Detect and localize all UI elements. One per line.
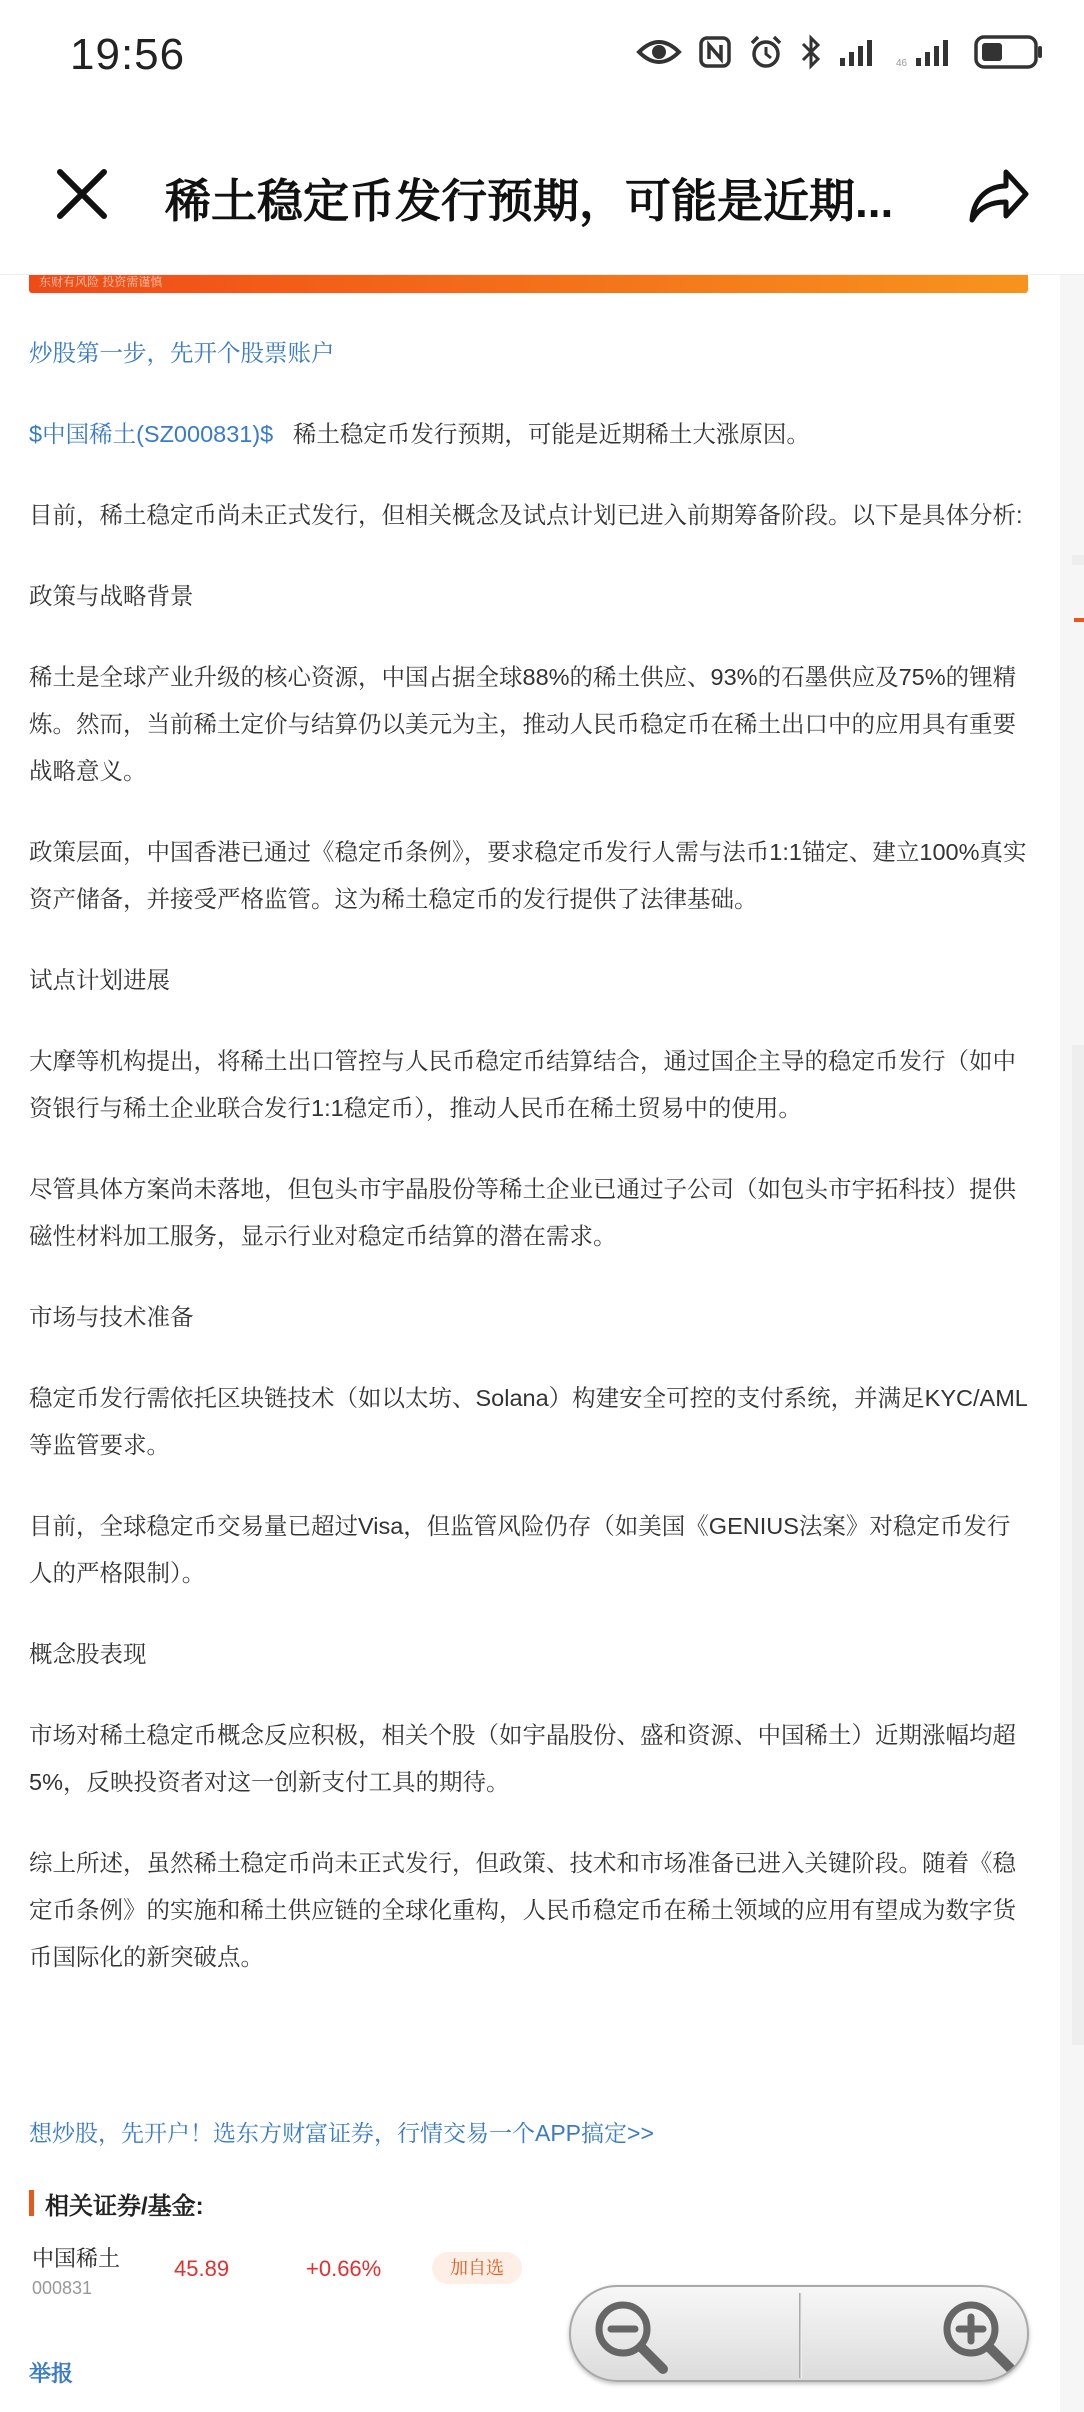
open-account-link[interactable]: 炒股第一步，先开个股票账户 [29,340,335,366]
alarm-icon [748,34,784,70]
article-body [29,330,1029,2015]
status-time: 19:56 [70,30,186,79]
article-paragraph: 目前，稀土稳定币尚未正式发行，但相关概念及试点计划已进入前期筹备阶段。以下是具体分析: [29,502,1023,528]
signal-icon [838,36,880,68]
article-paragraph: 政策层面，中国香港已通过《稳定币条例》，要求稳定币发行人需与法币1:1锚定、建立100%真实资产储备，并接受严格监管。这为稀土稳定币的发行提供了法律基础。 [29,839,1027,912]
stock-code: 000831 [32,2278,93,2298]
status-icons [636,34,1044,70]
close-button[interactable] [50,162,114,226]
article-lead: 稀土稳定币发行预期，可能是近期稀土大涨原因。 [292,421,810,447]
article-paragraph: 大摩等机构提出，将稀土出口管控与人民币稳定币结算结合，通过国企主导的稳定币发行（如中资银行与稀土企业联合发行1:1稳定币），推动人民币在稀土贸易中的使用。 [29,1048,1016,1121]
article-paragraph: 目前，全球稳定币交易量已超过Visa，但监管风险仍存（如美国《GENIUS法案》对稳定币发行人的严格限制）。 [29,1513,1011,1586]
side-marker [1074,618,1084,622]
page-title: 稀土稳定币发行预期，可能是近期... [165,175,894,227]
related-stock-row[interactable] [32,2242,592,2306]
battery-icon [974,34,1044,70]
eye-icon [636,37,682,67]
zoom-in-icon [939,2297,1019,2377]
article-paragraph: 稀土是全球产业升级的核心资源，中国占据全球88%的稀土供应、93%的石墨供应及75%的锂精炼。然而，当前稀土定价与结算仍以美元为主，推动人民币稳定币在稀土出口中的应用具有重要战略意义。 [29,664,1017,784]
related-securities-header [29,2188,204,2218]
nfc-icon [698,35,732,69]
article-header [0,110,1084,275]
close-icon [50,162,114,226]
section-heading: 试点计划进展 [29,967,170,993]
zoom-out-button[interactable] [571,2287,801,2382]
add-to-watchlist-button[interactable]: 加自选 [432,2252,522,2284]
article-paragraph: 市场对稀土稳定币概念反应积极，相关个股（如宇晶股份、盛和资源、中国稀土）近期涨幅均超5%，反映投资者对这一创新支付工具的期待。 [29,1722,1016,1795]
signal-2-icon [896,36,958,68]
stock-name: 中国稀土 [32,2246,121,2271]
stock-change: +0.66% [306,2256,382,2281]
section-heading: 概念股表现 [29,1641,147,1667]
ad-banner-text: 东财有风险 投资需谨慎 [39,275,163,289]
bluetooth-icon [800,34,822,70]
accent-bar [29,2190,34,2216]
status-bar [0,0,1084,110]
article-paragraph: 稳定币发行需依托区块链技术（如以太坊、Solana）构建安全可控的支付系统，并满足KYC/AML等监管要求。 [29,1385,1028,1458]
ad-banner[interactable] [29,275,1028,293]
share-button[interactable] [962,160,1032,230]
zoom-out-icon [591,2297,671,2377]
svg-text:46: 46 [896,58,908,68]
stock-tag-link[interactable]: $中国稀土(SZ000831)$ [29,421,274,447]
related-title: 相关证券/基金: [45,2192,204,2220]
share-icon [962,160,1032,230]
report-link[interactable]: 举报 [29,2361,74,2386]
article-paragraph: 综上所述，虽然稀土稳定币尚未正式发行，但政策、技术和市场准备已进入关键阶段。随着《稳定币条例》的实施和稀土供应链的全球化重构，人民币稳定币在稀土领域的应用有望成为数字货币国际化的新突破点。 [29,1850,1016,1970]
section-heading: 政策与战略背景 [29,583,194,609]
article-paragraph: 尽管具体方案尚未落地，但包头市宇晶股份等稀土企业已通过子公司（如包头市宇拓科技）提供磁性材料加工服务，显示行业对稳定币结算的潜在需求。 [29,1176,1016,1249]
zoom-controls [569,2285,1029,2382]
side-scroll-strip [1060,275,1084,2412]
zoom-in-button[interactable] [801,2287,1029,2382]
stock-price: 45.89 [174,2256,230,2281]
open-account-cta-link[interactable]: 想炒股，先开户！选东方财富证券，行情交易一个APP搞定>> [29,2120,654,2146]
section-heading: 市场与技术准备 [29,1304,194,1330]
